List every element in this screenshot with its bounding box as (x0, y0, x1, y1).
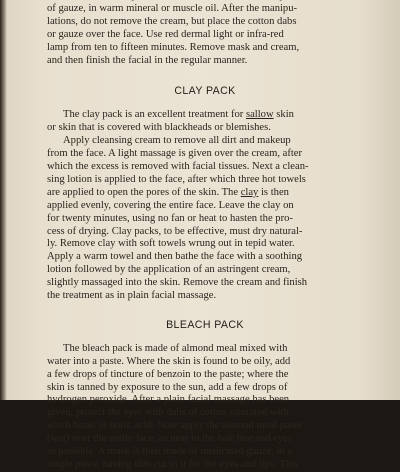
text-line: of gauze, in warm mineral or muscle oil. After the manipu- (47, 2, 298, 14)
bleach-pack-paragraph-1 (47, 343, 363, 472)
intro-paragraph (47, 0, 363, 67)
text-line: hydrogen peroxide. After a plain facial massage has been (47, 394, 290, 406)
text-line: for twenty minutes, using no fan or heat to hasten the pro- (47, 212, 293, 224)
text-line: water into a paste. Where the skin is found to be oily, add (47, 355, 291, 367)
text-span: The clay pack is an excellent treatment for (63, 109, 246, 121)
text-line: witch hazel or boric acid. Now apply the almond meal paste (47, 420, 302, 432)
text-line: cess of drying. Clay packs, to be effective, must dry natural- (47, 225, 303, 237)
text-line: The bleach pack is made of almond meal mixed with (63, 342, 288, 354)
clay-pack-paragraph-1 (47, 109, 363, 135)
text-line: or skin that is covered with blackheads or blemishes. (47, 122, 271, 134)
text-line: given, protect the eyes with dabs of cotton saturated with (47, 407, 289, 419)
text-line: skin is tanned by exposure to the sun, add a few drops of (47, 381, 288, 393)
text-line: Apply a warm towel and then bathe the face with a soothing (47, 251, 303, 263)
text-span: skin (273, 109, 294, 121)
text-line: and then finish the facial in the regular manner. (47, 54, 248, 66)
clay-pack-paragraph-2 (47, 135, 363, 303)
clay-pack-heading: CLAY PACK (174, 85, 236, 98)
text-line (47, 109, 363, 122)
text-span: The (219, 186, 241, 198)
text-line: a few drops of tincture of benzoin to the paste; where the (47, 368, 289, 380)
text-line: ly. Remove clay with soft towels wrung out in tepid water. (47, 238, 295, 250)
text-line: lamp from ten to fifteen minutes. Remove mask and cream, (47, 41, 300, 53)
text-line: slightly massaged into the skin. Remove the cream and finish (47, 277, 308, 289)
book-spine-shadow (0, 0, 7, 400)
text-line: or gauze over the face. Use red dermal light or infra-red (47, 28, 284, 40)
text-span: is then (258, 186, 289, 198)
text-line (47, 187, 363, 200)
text-span: are applied to open the pores of the skin. (47, 186, 220, 198)
text-line: Apply cleansing cream to remove all dirt and makeup (63, 135, 291, 147)
text-line: single piece, having slits cut in it for the eyes and lips. This (47, 459, 299, 470)
text-line: the treatment as in plain facial massage. (47, 290, 217, 302)
text-line: sing lotion is applied to the face, after which three hot towels (47, 173, 306, 185)
bleach-pack-heading: BLEACH PACK (166, 318, 244, 331)
text-line: from the face. A light massage is given over the cream, after (47, 148, 303, 160)
underlined-word-clay: clay (240, 186, 259, 198)
page-text-column (47, 0, 363, 472)
text-line: (wet) over the entire face, as near to the hair line and eyes (47, 433, 293, 445)
text-line: as possible. A mask is then made of medicated gauze, in a (47, 446, 293, 458)
text-line: which the excess is removed with facial tissues. Next a clean- (47, 160, 309, 172)
text-line: applied evenly, covering the entire face. Leave the clay on (47, 199, 294, 211)
text-line: lotion followed by the application of an astringent cream, (47, 264, 291, 276)
underlined-word-sallow: sallow (245, 109, 274, 121)
text-line: lations, do not remove the cream, but place the cotton dabs (47, 15, 297, 27)
